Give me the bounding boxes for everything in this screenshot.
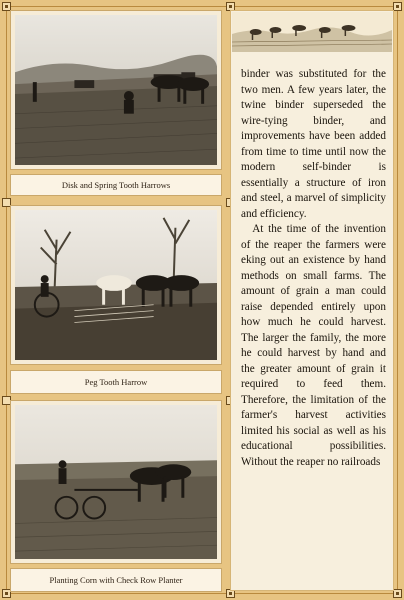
paragraph-2: At the time of the invention of the reaper the farmers were eking out an existence by hand methods on small farms. The amount of grain a man could raise depended entirely upon how much he could harvest. The larger the family, the more he could harvest by hand and the greater amount of grain it required to feed them. Therefore, the limitation of the farmer's harvest activities limited his social as well as his educational possibilities. Without the reaper no railroads [241, 223, 386, 468]
vignette-harvest-scene-icon [232, 12, 392, 52]
caption-peg-tooth: Peg Tooth Harrow [84, 376, 148, 387]
caption-planter-box [10, 568, 222, 592]
photo-corn-planter [10, 400, 222, 564]
corner-ornament-icon [393, 589, 402, 598]
text-column [230, 10, 394, 591]
photo-disk-harrows [10, 10, 222, 170]
photo-peg-tooth-harrow [10, 205, 222, 365]
caption-peg-tooth-box [10, 370, 222, 394]
caption-planter: Planting Corn with Check Row Planter [49, 574, 183, 585]
caption-harrows-box [10, 174, 222, 196]
corner-ornament-icon [393, 2, 402, 11]
caption-harrows: Disk and Spring Tooth Harrows [61, 179, 171, 190]
paragraph-1: binder was substituted for the two men. A few years later, the twine binder superseded the wire-tying binder, and improvements have been added from time to time until now the modern self-binder is essentially a structure of iron and steel, a marvel of simplicity and efficiency. [241, 68, 386, 220]
body-text [241, 67, 386, 470]
